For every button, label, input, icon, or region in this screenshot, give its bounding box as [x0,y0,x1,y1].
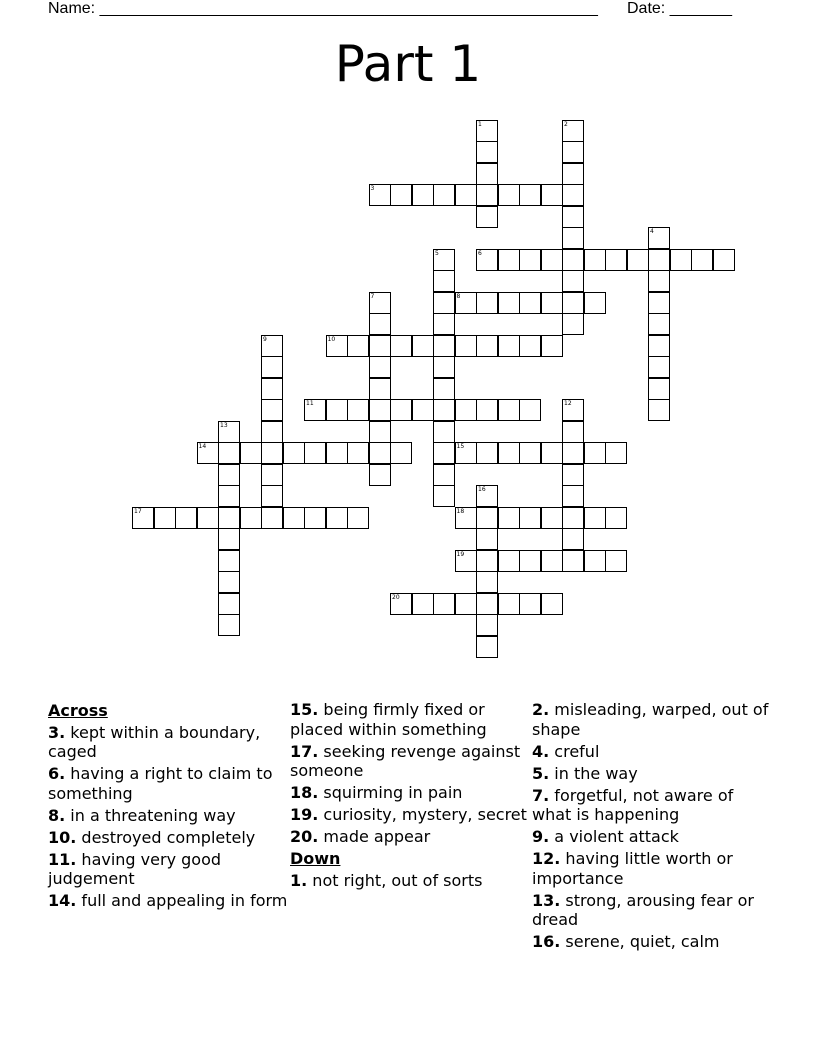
clue-number: 17. [290,741,319,761]
grid-cell[interactable] [369,442,391,464]
grid-cell[interactable] [154,507,176,529]
clue-number: 11. [48,849,77,869]
grid-cell[interactable] [455,399,477,421]
grid-cell[interactable] [218,550,240,572]
across-clue-list-continued [290,700,530,847]
clue-number: 5. [532,763,550,783]
grid-cell[interactable] [455,550,477,572]
clue-item [532,742,772,762]
grid-cell[interactable] [519,184,541,206]
clue-item [290,783,530,803]
grid-cell[interactable] [498,399,520,421]
grid-cell[interactable] [605,442,627,464]
grid-cell[interactable] [648,227,670,249]
grid-cell[interactable] [197,442,219,464]
clue-text: not right, out of sorts [307,870,483,890]
grid-cell[interactable] [412,335,434,357]
clue-text: seeking revenge against someone [290,741,521,780]
grid-cell-number: 4 [650,228,654,235]
grid-cell[interactable] [433,421,455,443]
clue-item [532,891,772,930]
grid-cell[interactable] [369,184,391,206]
clue-text: kept within a boundary, caged [48,722,261,761]
grid-cell[interactable] [562,141,584,163]
grid-cell[interactable] [476,184,498,206]
grid-cell[interactable] [648,378,670,400]
clue-number: 18. [290,783,319,802]
grid-cell[interactable] [433,270,455,292]
clue-item [290,805,530,825]
grid-cell[interactable] [455,292,477,314]
grid-cell[interactable] [261,335,283,357]
grid-cell[interactable] [347,335,369,357]
grid-cell[interactable] [584,550,606,572]
grid-cell[interactable] [648,249,670,271]
grid-cell[interactable] [412,593,434,615]
grid-cell[interactable] [562,206,584,228]
grid-cell[interactable] [369,335,391,357]
down-clue-list [290,871,530,891]
grid-cell[interactable] [455,507,477,529]
grid-cell[interactable] [476,571,498,593]
clue-item [290,742,530,781]
grid-cell[interactable] [326,335,348,357]
grid-cell[interactable] [261,356,283,378]
grid-cell[interactable] [218,507,240,529]
grid-cell[interactable] [519,507,541,529]
grid-cell[interactable] [476,593,498,615]
grid-cell[interactable] [584,292,606,314]
grid-cell[interactable] [261,442,283,464]
grid-cell[interactable] [562,399,584,421]
clue-text: having very good judgement [48,849,222,888]
grid-cell[interactable] [584,442,606,464]
grid-cell[interactable] [218,593,240,615]
clue-number: 6. [48,764,66,783]
grid-cell[interactable] [369,399,391,421]
clue-number: 1. [290,870,308,890]
grid-cell[interactable] [218,442,240,464]
grid-cell[interactable] [713,249,735,271]
clue-item [290,871,530,891]
clue-item [48,723,288,762]
grid-cell[interactable] [347,399,369,421]
grid-cell[interactable] [476,292,498,314]
clue-number: 19. [290,805,319,824]
grid-cell[interactable] [175,507,197,529]
grid-cell[interactable] [541,292,563,314]
grid-cell[interactable] [562,464,584,486]
grid-cell[interactable] [476,550,498,572]
grid-cell[interactable] [541,550,563,572]
grid-cell-number: 3 [370,185,375,192]
across-heading: Across [48,701,108,720]
clues-column-2 [290,700,530,893]
grid-cell[interactable] [390,593,412,615]
grid-cell[interactable] [562,550,584,572]
grid-cell[interactable] [519,249,541,271]
grid-cell[interactable] [584,507,606,529]
page-title: Part 1 [334,35,482,93]
grid-cell[interactable] [562,270,584,292]
grid-cell-number: 14 [198,443,207,450]
grid-cell[interactable] [562,485,584,507]
grid-cell[interactable] [261,378,283,400]
grid-cell[interactable] [541,442,563,464]
grid-cell[interactable] [369,378,391,400]
clue-text: serene, quiet, calm [560,932,720,951]
grid-cell[interactable] [562,528,584,550]
grid-cell[interactable] [476,141,498,163]
grid-cell[interactable] [541,184,563,206]
grid-cell[interactable] [326,399,348,421]
grid-cell[interactable] [132,507,154,529]
grid-cell[interactable] [261,464,283,486]
grid-cell[interactable] [390,399,412,421]
grid-cell[interactable] [433,249,455,271]
clue-item [48,806,288,826]
clue-number: 20. [290,827,319,846]
grid-cell[interactable] [541,335,563,357]
grid-cell[interactable] [476,120,498,142]
grid-cell[interactable] [648,270,670,292]
grid-cell[interactable] [562,421,584,443]
clue-text: in the way [549,763,638,783]
clue-item [532,932,772,952]
clue-number: 4. [532,741,550,761]
grid-cell[interactable] [562,313,584,335]
grid-cell[interactable] [498,593,520,615]
grid-cell-number: 5 [435,249,439,257]
grid-cell[interactable] [648,399,670,421]
clue-item [532,700,772,739]
grid-cell[interactable] [605,507,627,529]
grid-cell[interactable] [519,292,541,314]
clue-item [532,827,772,847]
grid-cell[interactable] [455,442,477,464]
grid-cell[interactable] [476,636,498,658]
down-heading: Down [290,849,341,868]
grid-cell[interactable] [433,184,455,206]
grid-cell[interactable] [433,335,455,357]
grid-cell[interactable] [433,399,455,421]
grid-cell[interactable] [412,399,434,421]
clue-number: 13. [532,890,561,910]
clue-number: 14. [48,891,77,910]
grid-cell-number: 19 [456,550,465,558]
grid-cell[interactable] [326,442,348,464]
grid-cell[interactable] [648,356,670,378]
grid-cell[interactable] [347,507,369,529]
grid-cell[interactable] [390,335,412,357]
clue-text: squirming in pain [318,783,463,802]
grid-cell[interactable] [605,550,627,572]
clue-text: in a threatening way [65,805,236,825]
grid-cell[interactable] [433,442,455,464]
grid-cell[interactable] [562,227,584,249]
grid-cell[interactable] [562,163,584,185]
grid-cell[interactable] [498,550,520,572]
grid-cell[interactable] [476,528,498,550]
grid-cell-number: 1 [478,120,482,128]
grid-cell[interactable] [326,507,348,529]
grid-cell-number: 8 [456,292,461,300]
grid-cell[interactable] [562,507,584,529]
clue-number: 7. [532,785,550,805]
grid-cell[interactable] [369,313,391,335]
clue-text: curiosity, mystery, secret [318,805,527,824]
grid-cell[interactable] [261,421,283,443]
grid-cell[interactable] [648,335,670,357]
grid-cell[interactable] [390,442,412,464]
clue-text: having little worth or importance [532,849,733,888]
grid-cell[interactable] [648,313,670,335]
clue-text: strong, arousing fear or dread [532,890,754,929]
grid-cell[interactable] [670,249,692,271]
grid-cell-number: 12 [564,400,572,407]
grid-cell[interactable] [476,335,498,357]
grid-cell[interactable] [519,399,541,421]
grid-cell[interactable] [541,593,563,615]
grid-cell[interactable] [476,442,498,464]
grid-cell[interactable] [218,485,240,507]
grid-cell[interactable] [240,442,262,464]
clue-item [290,700,530,739]
grid-cell[interactable] [261,485,283,507]
grid-cell[interactable] [562,292,584,314]
across-clue-list [48,723,288,911]
clue-number: 9. [532,827,550,846]
clue-text: having a right to claim to something [48,764,273,803]
grid-cell[interactable] [218,528,240,550]
clue-item [48,764,288,803]
clues-column-3 [532,700,772,954]
clues-column-1 [48,700,288,913]
grid-cell-number: 16 [478,486,486,493]
clue-number: 15. [290,700,319,719]
grid-cell[interactable] [283,507,305,529]
grid-cell[interactable] [283,442,305,464]
grid-cell[interactable] [433,313,455,335]
grid-cell[interactable] [218,571,240,593]
clue-item [48,891,288,911]
grid-cell[interactable] [390,184,412,206]
clue-text: destroyed completely [76,827,256,847]
grid-cell[interactable] [519,593,541,615]
grid-cell[interactable] [562,442,584,464]
grid-cell-number: 9 [263,335,267,343]
grid-cell[interactable] [627,249,649,271]
grid-cell-number: 6 [478,249,482,257]
grid-cell[interactable] [304,399,326,421]
grid-cell[interactable] [541,507,563,529]
grid-cell-number: 18 [456,507,465,515]
grid-cell[interactable] [433,485,455,507]
grid-cell[interactable] [412,184,434,206]
date-field-label: Date: _______ [627,0,732,17]
grid-cell[interactable] [369,464,391,486]
grid-cell[interactable] [433,593,455,615]
grid-cell[interactable] [455,335,477,357]
clue-text: being firmly fixed or placed within something [290,700,487,739]
grid-cell[interactable] [476,485,498,507]
grid-cell[interactable] [455,593,477,615]
grid-cell[interactable] [498,507,520,529]
grid-cell[interactable] [519,442,541,464]
grid-cell[interactable] [218,464,240,486]
grid-cell-number: 13 [220,421,228,429]
grid-cell[interactable] [476,399,498,421]
grid-cell[interactable] [476,249,498,271]
grid-cell[interactable] [562,249,584,271]
grid-cell-number: 10 [327,335,336,343]
grid-cell-number: 17 [134,507,142,515]
grid-cell[interactable] [691,249,713,271]
clue-item [48,828,288,848]
clue-text: forgetful, not aware of what is happening [532,785,734,824]
grid-cell[interactable] [304,442,326,464]
clue-item [532,786,772,825]
grid-cell[interactable] [476,206,498,228]
grid-cell[interactable] [498,184,520,206]
clue-number: 3. [48,722,66,742]
clue-text: made appear [318,827,431,846]
grid-cell[interactable] [261,507,283,529]
grid-cell[interactable] [562,184,584,206]
down-clue-list-continued [532,700,772,952]
grid-cell[interactable] [347,442,369,464]
grid-cell-number: 2 [564,120,568,128]
grid-cell[interactable] [498,335,520,357]
grid-cell-number: 7 [370,292,375,300]
grid-cell[interactable] [261,399,283,421]
grid-cell[interactable] [648,292,670,314]
clue-number: 2. [532,700,550,719]
clue-text: a violent attack [549,827,679,846]
grid-cell[interactable] [476,163,498,185]
grid-cell[interactable] [218,421,240,443]
grid-cell[interactable] [498,442,520,464]
clue-number: 16. [532,932,561,951]
grid-cell[interactable] [433,356,455,378]
grid-cell[interactable] [433,292,455,314]
grid-cell[interactable] [240,507,262,529]
grid-cell[interactable] [584,249,606,271]
grid-cell[interactable] [369,421,391,443]
grid-cell[interactable] [455,184,477,206]
grid-cell[interactable] [369,356,391,378]
clue-item [290,827,530,847]
grid-cell[interactable] [476,614,498,636]
grid-cell[interactable] [433,464,455,486]
grid-cell[interactable] [304,507,326,529]
name-field-label: Name: ________________________________________________________ [48,0,598,17]
clue-item [48,850,288,889]
grid-cell-number: 15 [456,443,465,450]
grid-cell-number: 20 [392,593,400,601]
grid-cell[interactable] [605,249,627,271]
clue-number: 8. [48,805,66,825]
grid-cell[interactable] [197,507,219,529]
clue-item [532,764,772,784]
grid-cell-number: 11 [306,400,314,407]
grid-cell[interactable] [519,550,541,572]
clue-number: 10. [48,827,77,847]
grid-cell[interactable] [476,507,498,529]
grid-cell[interactable] [519,335,541,357]
clue-text: creful [549,741,600,761]
grid-cell[interactable] [369,292,391,314]
clue-text: full and appealing in form [76,891,288,910]
grid-cell[interactable] [498,249,520,271]
grid-cell[interactable] [541,249,563,271]
clue-text: misleading, warped, out of shape [532,700,769,739]
grid-cell[interactable] [218,614,240,636]
grid-cell[interactable] [498,292,520,314]
clue-number: 12. [532,849,561,868]
clue-item [532,849,772,888]
grid-cell[interactable] [433,378,455,400]
grid-cell[interactable] [562,120,584,142]
